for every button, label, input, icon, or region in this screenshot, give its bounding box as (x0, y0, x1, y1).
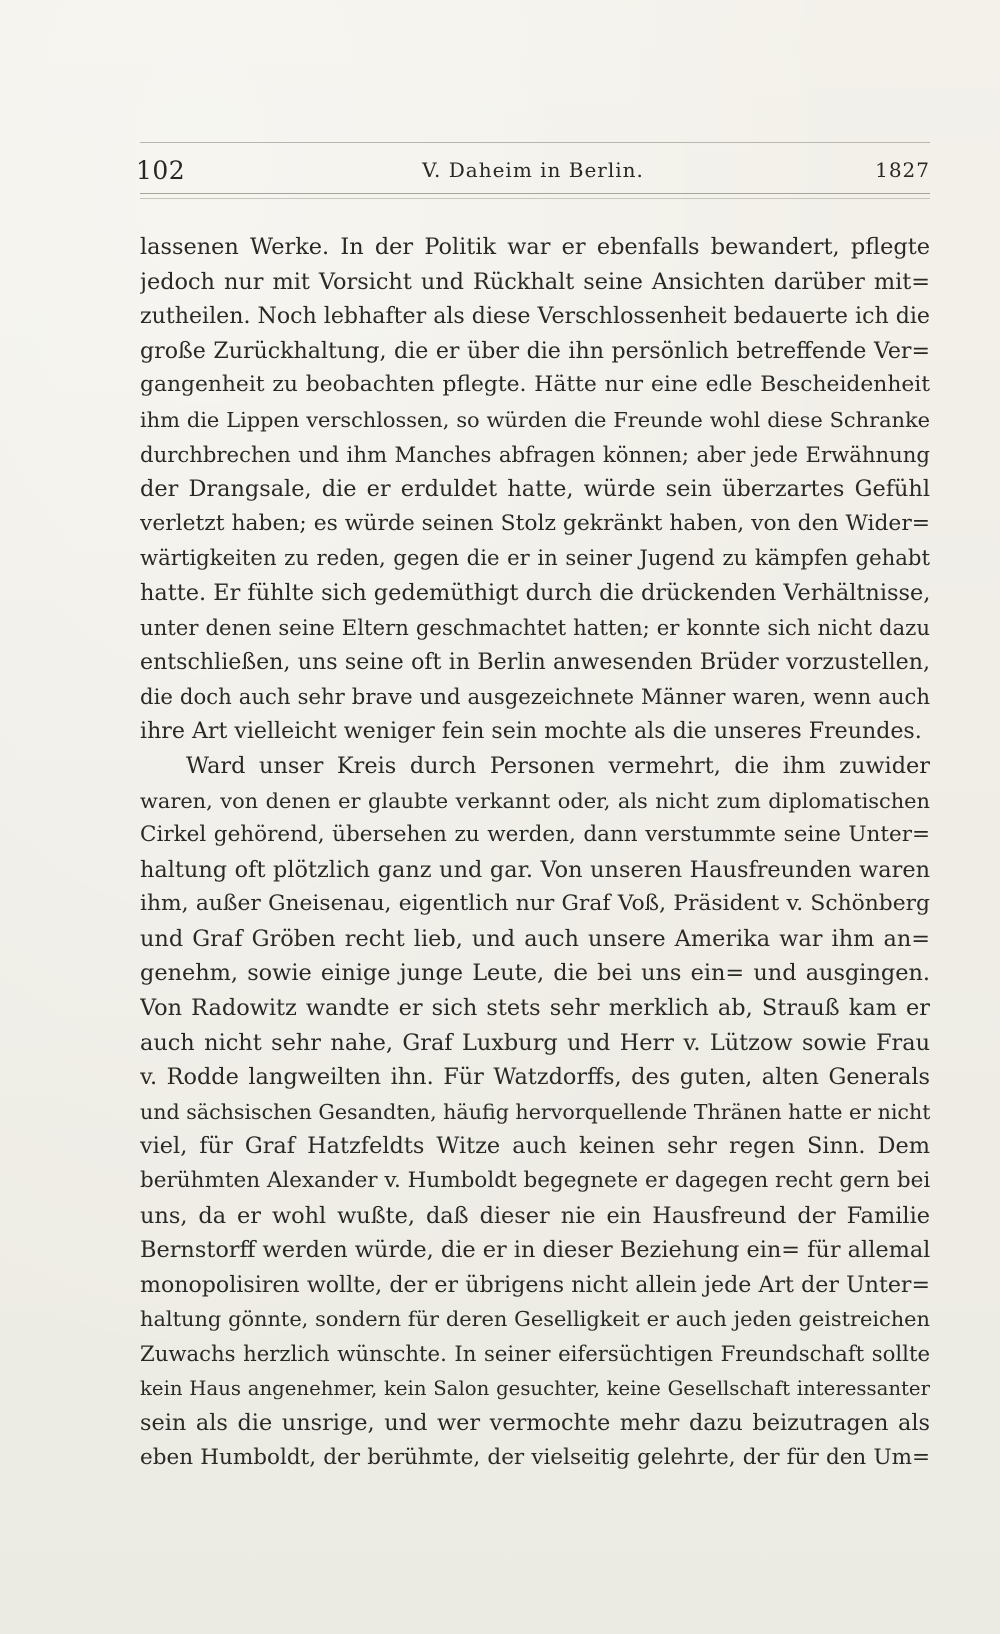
text-line: Cirkel gehörend, übersehen zu werden, dann verstummte seine Unter= (140, 822, 930, 848)
text-line: ihre Art vielleicht weniger fein sein mochte als die unseres Freundes. (140, 718, 922, 745)
text-line: und Graf Gröben recht lieb, und auch unsere Amerika war ihm an= (140, 925, 930, 952)
text-line: entschließen, uns seine oft in Berlin anwesenden Brüder vorzustellen, (140, 649, 930, 676)
text-line: berühmten Alexander v. Humboldt begegnete er dagegen recht gern bei (140, 1168, 930, 1194)
text-line: und sächsischen Gesandten, häufig hervorquellende Thränen hatte er nicht (140, 1099, 930, 1124)
text-line: Bernstorff werden würde, die er in dieser Beziehung ein= für allemal (140, 1237, 930, 1264)
text-line: gangenheit zu beobachten pflegte. Hätte nur eine edle Bescheidenheit (140, 372, 930, 398)
text-line: haltung gönnte, sondern für deren Geselligkeit er auch jeden geistreichen (140, 1307, 930, 1332)
paragraph-start-line: Ward unser Kreis durch Personen vermehrt, die ihm zuwider (186, 752, 930, 779)
text-line: v. Rodde langweilten ihn. Für Watzdorffs, des guten, alten Generals (140, 1064, 930, 1091)
text-line: durchbrechen und ihm Manches abfragen können; aber jede Erwähnung (140, 441, 930, 467)
chapter-title: V. Daheim in Berlin. (422, 158, 644, 182)
text-line: ihm die Lippen verschlossen, so würden die Freunde wohl diese Schranke (140, 407, 930, 432)
text-line: uns, da er wohl wußte, daß dieser nie ein Hausfreund der Familie (140, 1202, 930, 1229)
text-line: zutheilen. Noch lebhafter als diese Verschlossenheit bedauerte ich die (140, 303, 930, 330)
text-line: hatte. Er fühlte sich gedemüthigt durch die drückenden Verhältnisse, (140, 579, 930, 606)
top-rule (140, 142, 930, 143)
header-rule (140, 193, 930, 199)
text-line: Von Radowitz wandte er sich stets sehr merklich ab, Strauß kam er (140, 995, 930, 1022)
text-line: die doch auch sehr brave und ausgezeichnete Männer waren, wenn auch (140, 683, 930, 709)
running-head (136, 150, 930, 190)
text-line: genehm, sowie einige junge Leute, die bei uns ein= und ausgingen. (140, 960, 930, 987)
text-line: waren, von denen er glaubte verkannt oder, als nicht zum diplomatischen (140, 788, 930, 813)
text-line: kein Haus angenehmer, kein Salon gesuchter, keine Gesellschaft interessanter (140, 1376, 930, 1400)
page-number: 102 (136, 156, 186, 185)
text-line: eben Humboldt, der berühmte, der vielseitig gelehrte, der für den Um= (140, 1444, 930, 1470)
text-line: große Zurückhaltung, die er über die ihn persönlich betreffende Ver= (140, 337, 930, 364)
text-line: Zuwachs herzlich wünschte. In seiner eifersüchtigen Freundschaft sollte (140, 1341, 930, 1366)
body-text (140, 230, 930, 1475)
text-line: sein als die unsrige, und wer vermochte mehr dazu beizutragen als (140, 1410, 930, 1437)
text-line: unter denen seine Eltern geschmachtet hatten; er konnte sich nicht dazu (140, 614, 930, 640)
text-line: viel, für Graf Hatzfeldts Witze auch keinen sehr regen Sinn. Dem (140, 1133, 930, 1160)
text-line: jedoch nur mit Vorsicht und Rückhalt seine Ansichten darüber mit= (140, 268, 930, 295)
text-line: der Drangsale, die er erduldet hatte, würde sein überzartes Gefühl (140, 476, 930, 503)
text-line: auch nicht sehr nahe, Graf Luxburg und Herr v. Lützow sowie Frau (140, 1029, 930, 1056)
text-line: ihm, außer Gneisenau, eigentlich nur Graf Voß, Präsident v. Schönberg (140, 891, 930, 917)
text-line: wärtigkeiten zu reden, gegen die er in seiner Jugend zu kämpfen gehabt (140, 545, 930, 571)
text-line: verletzt haben; es würde seinen Stolz gekränkt haben, von den Wider= (140, 510, 930, 536)
text-line: lassenen Werke. In der Politik war er ebenfalls bewandert, pflegte (140, 234, 930, 260)
text-line: monopolisiren wollte, der er übrigens nicht allein jede Art der Unter= (140, 1271, 930, 1298)
text-line: haltung oft plötzlich ganz und gar. Von unseren Hausfreunden waren (140, 856, 930, 883)
year: 1827 (875, 158, 930, 182)
